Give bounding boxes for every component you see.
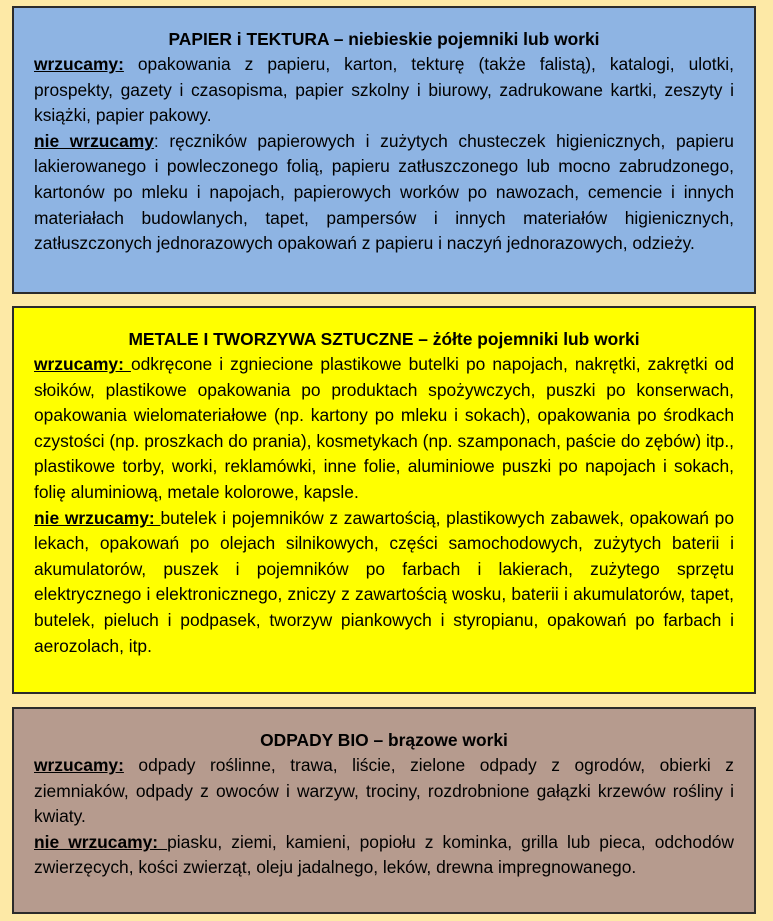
metal-allowed-paragraph	[34, 352, 734, 506]
metal-forbidden-text: butelek i pojemników z zawartością, plastikowych zabawek, opakowań po lekach, opakowań po olejach silnikowych, części samochodowych, zużytych baterii i akumulatorów, puszek i pojemników po farbach i lakierach, zużytego sprzętu elektrycznego i elektronicznego, zniczy z zawartością wosku, baterii i akumulatorów, tapet, butelek, pieluch i podpasek, tworzyw piankowych i styropianu, opakowań po farbach i aerozolach, itp.	[34, 507, 734, 656]
metal-allowed-text: odkręcone i zgniecione plastikowe butelki po napojach, nakrętki, zakrętki od słoików, plastikowe opakowania po produktach spożywczych, puszki po konserwach, opakowania wielomateriałowe (np. kartony po mleku i sokach), opakowania po środkach czystości (np. proszkach do prania), kosmetykach (np. szamponach, paście do zębów) itp., plastikowe torby, worki, reklamówki, inne folie, aluminiowe puszki po napojach i sokach, folię aluminiową, metale kolorowe, kapsle.	[34, 354, 734, 502]
bio-forbidden-paragraph	[34, 830, 734, 881]
paper-section-title: PAPIER i TEKTURA – niebieskie pojemniki lub worki	[168, 29, 600, 49]
bio-section	[12, 707, 756, 914]
metal-section-title: METALE I TWORZYWA SZTUCZNE – żółte pojemniki lub worki	[128, 329, 640, 349]
metal-allowed-label: wrzucamy:	[34, 354, 131, 374]
bio-forbidden-label: nie wrzucamy:	[34, 831, 168, 852]
paper-section	[12, 6, 756, 294]
paper-allowed-label: wrzucamy:	[34, 54, 124, 74]
bio-section-title: ODPADY BIO – brązowe worki	[260, 730, 508, 750]
paper-allowed-text: opakowania z papieru, karton, tekturę (także falistą), katalogi, ulotki, prospekty, gazety i czasopisma, papier szkolny i biurowy, zadrukowane kartki, zeszyty i książki, papier pakowy.	[34, 54, 734, 126]
bio-forbidden-text: piasku, ziemi, kamieni, popiołu z kominka, grilla lub pieca, odchodów zwierzęcych, kości zwierząt, oleju jadalnego, leków, drewna impregnowanego.	[34, 831, 734, 878]
bio-allowed-text: odpady roślinne, trawa, liście, zielone odpady z ogrodów, obierki z ziemniaków, odpady z owoców i warzyw, trociny, rozdrobnione gałązki krzewów rośliny i kwiaty.	[34, 755, 734, 827]
bio-allowed-paragraph	[34, 753, 734, 830]
metal-plastic-section	[12, 306, 756, 694]
paper-forbidden-label: nie wrzucamy	[34, 130, 154, 151]
paper-forbidden-text: : ręczników papierowych i zużytych chusteczek higienicznych, papieru lakierowanego i powleczonego folią, papieru zatłuszczonego lub mocno zabrudzonego, kartonów po mleku i napojach, papierowych worków po nawozach, cemencie i innych materiałach budowlanych, tapet, pampersów i innych materiałów higienicznych, zatłuszczonych jednorazowych opakowań z papieru i naczyń jednorazowych, odzieży.	[34, 130, 734, 254]
bio-allowed-label: wrzucamy:	[34, 755, 124, 775]
metal-forbidden-label: nie wrzucamy:	[34, 507, 161, 528]
paper-allowed-paragraph	[34, 52, 734, 129]
metal-forbidden-paragraph	[34, 506, 734, 660]
paper-forbidden-paragraph	[34, 129, 734, 257]
